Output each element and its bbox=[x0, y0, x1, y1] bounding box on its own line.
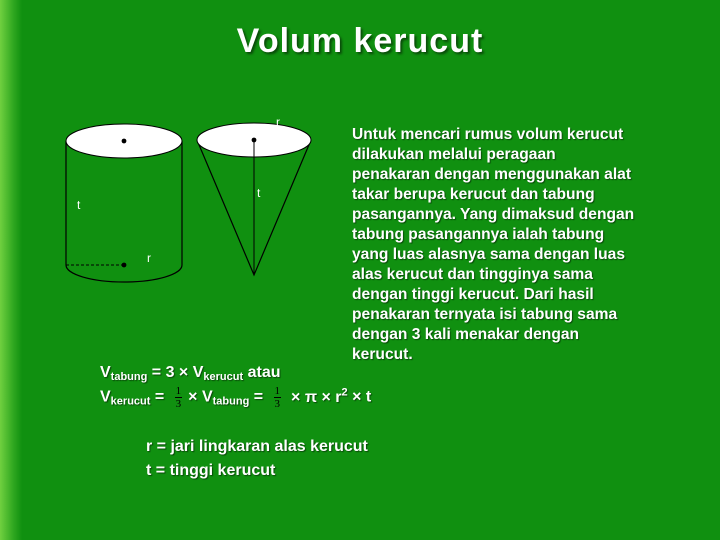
legend-t-definition: t = tinggi kerucut bbox=[146, 462, 276, 479]
formula-times-t: × t bbox=[347, 388, 372, 406]
description-text bbox=[352, 125, 702, 365]
cylinder-radius-label: r bbox=[147, 251, 151, 265]
cone-radius-label: r bbox=[276, 115, 280, 129]
formula-subscript-kerucut: kerucut bbox=[203, 371, 244, 383]
formula-equals: = bbox=[150, 388, 169, 406]
description-line: alas kerucut dan tingginya sama bbox=[352, 266, 593, 283]
page-title: Volum kerucut bbox=[236, 22, 484, 60]
formula-v: V bbox=[100, 364, 111, 381]
description-line: Untuk mencari rumus volum kerucut bbox=[352, 126, 624, 143]
fraction-one-third: $\frac{1}{3}$ bbox=[175, 385, 182, 410]
description-line: tabung pasangannya ialah tabung bbox=[352, 226, 605, 243]
formula-tabung-kerucut bbox=[100, 364, 280, 383]
legend-r-definition: r = jari lingkaran alas kerucut bbox=[146, 438, 368, 455]
formula-subscript-kerucut: kerucut bbox=[110, 395, 151, 408]
cone-shape bbox=[197, 123, 311, 275]
cylinder-top-center-point bbox=[122, 139, 127, 144]
formula-v: V bbox=[100, 388, 111, 406]
description-line: penakaran dengan menggunakan alat bbox=[352, 166, 632, 183]
cylinder-base-center-point bbox=[122, 263, 127, 268]
cylinder-shape bbox=[66, 124, 182, 282]
description-line: dengan tinggi kerucut. Dari hasil bbox=[352, 286, 594, 303]
formula-volume-kerucut bbox=[100, 385, 371, 410]
formula-equals-three: = 3 × V bbox=[147, 364, 204, 381]
cone-base-center-point bbox=[252, 138, 257, 143]
formula-subscript-tabung: tabung bbox=[110, 371, 148, 383]
description-line: pasangannya. Yang dimaksud dengan bbox=[352, 206, 635, 223]
formula-superscript-two: 2 bbox=[341, 386, 348, 399]
description-line: takar berupa kerucut dan tabung bbox=[352, 186, 595, 203]
fraction-one-third: $\frac{1}{3}$ bbox=[274, 385, 281, 410]
formula-equals: = bbox=[249, 388, 268, 406]
cylinder-height-label: t bbox=[77, 198, 81, 212]
formula-atau: atau bbox=[243, 364, 281, 381]
variable-legend bbox=[146, 435, 368, 483]
cone-height-label: t bbox=[257, 186, 261, 200]
description-line: penakaran ternyata isi tabung sama bbox=[352, 306, 618, 323]
description-line: yang luas alasnya sama dengan luas bbox=[352, 246, 626, 263]
formula-subscript-tabung: tabung bbox=[212, 395, 250, 408]
formula-times-v: × V bbox=[188, 388, 213, 406]
formula-pi-r: × π × r bbox=[291, 388, 342, 406]
description-line: kerucut. bbox=[352, 346, 413, 363]
description-line: dengan 3 kali menakar dengan bbox=[352, 326, 580, 343]
description-line: dilakukan melalui peragaan bbox=[352, 146, 556, 163]
